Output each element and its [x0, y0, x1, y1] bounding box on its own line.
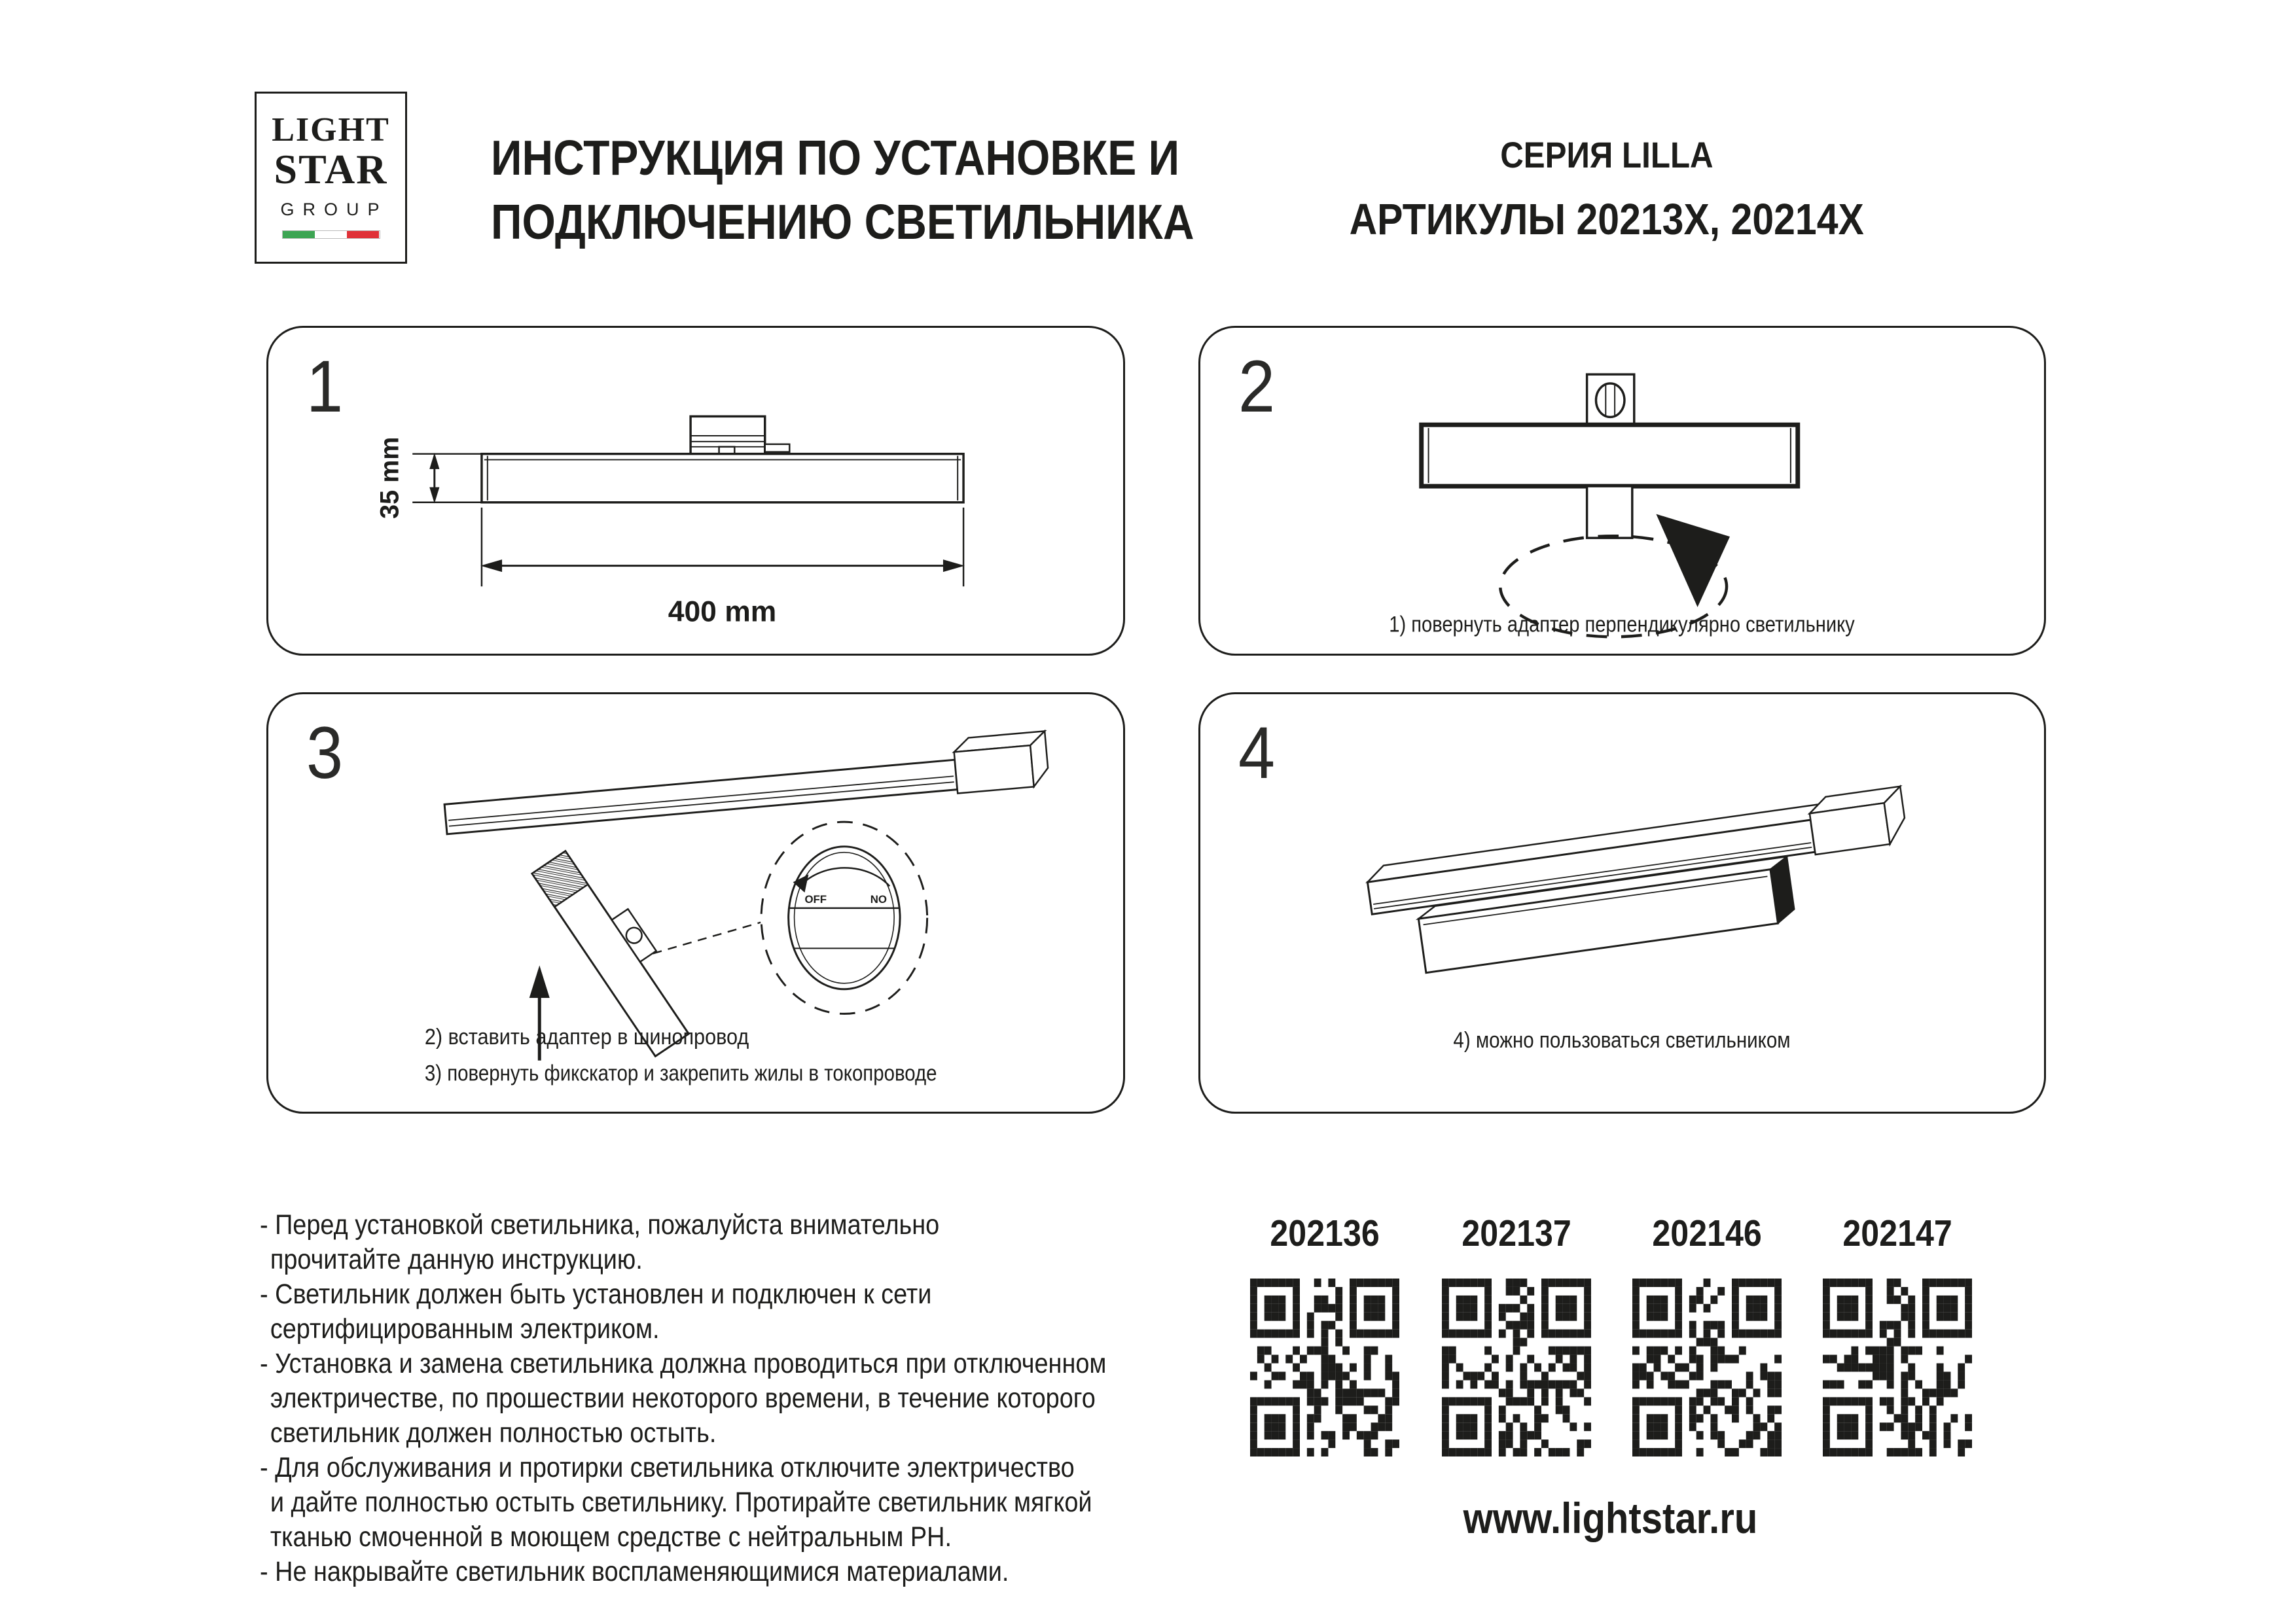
height-dimension-label: 35 mm [375, 436, 404, 519]
fixator-detail-circle [653, 822, 927, 1014]
step-2-diagram-rotate-adapter [1200, 328, 2044, 654]
safety-note-line: - Не накрывайте светильник воспламеняющимися материалами. [260, 1556, 1009, 1587]
step-4-diagram-installed [1200, 694, 2044, 1112]
step-panel-2 [1198, 326, 2046, 656]
safety-note-line: - Перед установкой светильника, пожалуйста внимательно [260, 1209, 940, 1241]
article-code-label: 202147 [1842, 1212, 1952, 1254]
step-3-caption-line2: 3) повернуть фикскатор и закрепить жилы в токопроводе [424, 1061, 937, 1086]
step-1-diagram-dimensions [268, 328, 1123, 654]
safety-note-line: прочитайте данную инструкцию. [270, 1244, 643, 1275]
flag-stripe-white [315, 231, 347, 238]
fixator-off-label: OFF [804, 893, 827, 906]
dimension-400mm [482, 508, 963, 628]
safety-note-line: - Светильник должен быть установлен и подключен к сети [260, 1279, 932, 1310]
step-panel-4 [1198, 692, 2046, 1114]
step-panel-3 [266, 692, 1125, 1114]
safety-note-line: сертифицированным электриком. [270, 1313, 660, 1345]
step-number-2: 2 [1238, 345, 1276, 427]
logo-word-group: GROUP [280, 200, 388, 219]
series-label: СЕРИЯ LILLA [1500, 134, 1713, 175]
safety-note-line: и дайте полностью остыть светильнику. Протирайте светильник мягкой [270, 1487, 1092, 1518]
fixator-on-label: NO [870, 893, 887, 906]
flag-stripe-red [347, 231, 379, 238]
safety-note-line: электричестве, по прошествии некоторого времени, в течение которого [270, 1383, 1096, 1414]
fixture-side-view [482, 416, 963, 502]
dimension-35mm [375, 437, 484, 519]
qr-code-image [1250, 1279, 1399, 1456]
fixture-with-adapter [532, 840, 705, 1056]
safety-note-line: - Для обслуживания и протирки светильника отключите электричество [260, 1452, 1075, 1483]
step-2-caption: 1) повернуть адаптер перпендикулярно светильнику [1389, 612, 1856, 637]
step-3-caption-line1: 2) вставить адаптер в шинопровод [424, 1024, 749, 1050]
safety-note-line: тканью смоченной в моющем средстве с нейтральным PH. [270, 1521, 952, 1553]
qr-code-image [1442, 1279, 1591, 1456]
qr-code-pattern [1250, 1279, 1399, 1456]
step-panel-1 [266, 326, 1125, 656]
rotation-arrowhead [1656, 514, 1730, 607]
safety-notes-list [260, 1208, 1222, 1589]
qr-code-image [1823, 1279, 1972, 1456]
logo-word-star: STAR [274, 146, 388, 192]
article-code-label: 202146 [1652, 1212, 1762, 1254]
product-202147 [1799, 1212, 1996, 1456]
articles-label: АРТИКУЛЫ 20213X, 20214X [1349, 195, 1865, 244]
page-title [491, 126, 1290, 254]
series-header [1280, 133, 1934, 245]
qr-code-pattern [1442, 1279, 1591, 1456]
logo-word-light: LIGHT [272, 111, 390, 149]
product-202136 [1227, 1212, 1423, 1456]
website-url: www.lightstar.ru [1463, 1494, 1757, 1542]
page-title-line1: ИНСТРУКЦИЯ ПО УСТАНОВКЕ И [491, 130, 1180, 185]
safety-note-line: светильник должен полностью остыть. [270, 1417, 717, 1449]
article-code-label: 202136 [1270, 1212, 1380, 1254]
step-number-1: 1 [306, 345, 344, 427]
product-202137 [1418, 1212, 1615, 1456]
lightstar-logo [255, 92, 407, 264]
width-dimension-label: 400 mm [668, 595, 777, 628]
qr-code-pattern [1632, 1279, 1782, 1456]
step-number-4: 4 [1238, 712, 1276, 794]
safety-note-line: - Установка и замена светильника должна проводиться при отключенном [260, 1348, 1107, 1379]
step-number-3: 3 [306, 712, 344, 794]
qr-code-pattern [1823, 1279, 1972, 1456]
article-code-label: 202137 [1462, 1212, 1571, 1254]
step-3-diagram-insert-adapter [268, 694, 1123, 1112]
qr-code-image [1632, 1279, 1782, 1456]
product-202146 [1609, 1212, 1805, 1456]
page-title-line2: ПОДКЛЮЧЕНИЮ СВЕТИЛЬНИКА [491, 194, 1194, 249]
installed-assembly [1365, 786, 1916, 980]
italian-flag-bar [282, 230, 380, 239]
fixture-top-view [1422, 374, 1798, 538]
flag-stripe-green [283, 231, 315, 238]
track-rail [442, 731, 1049, 838]
step-4-caption: 4) можно пользоваться светильником [1453, 1027, 1791, 1053]
